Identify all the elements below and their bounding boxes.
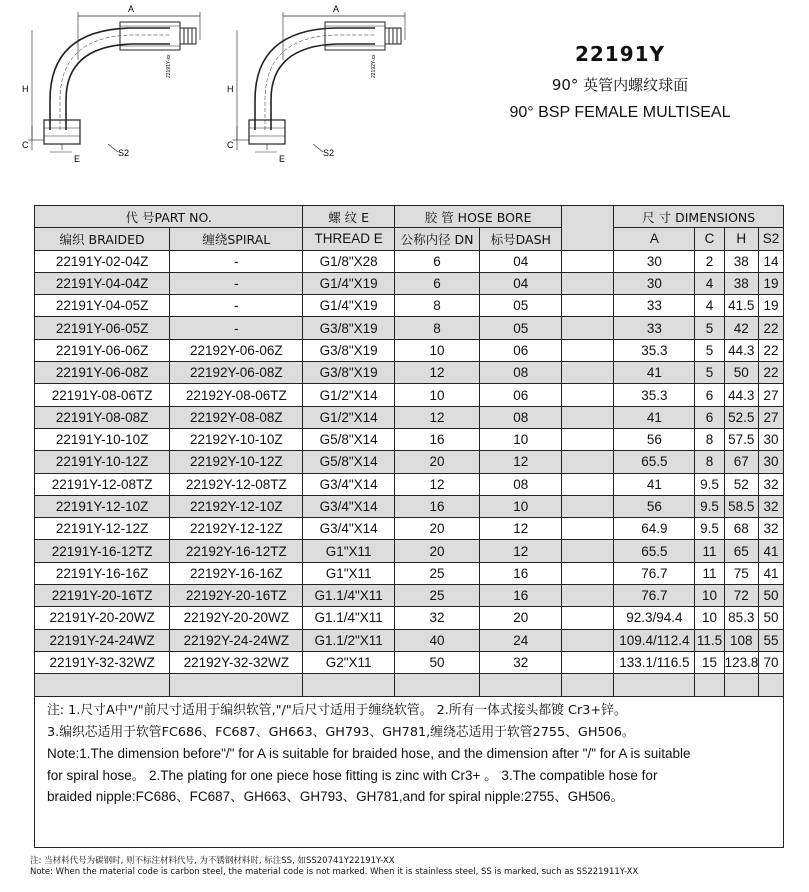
cell-spiral: 22192Y-32-32WZ [170,651,303,673]
cell-h: 44.3 [724,384,758,406]
cell-spiral: 22192Y-08-08Z [170,406,303,428]
header-thread-e: THREAD E [303,228,395,250]
cell-thread: G3/8"X19 [303,339,395,361]
header-dimensions: 尺 寸 DIMENSIONS [614,206,784,228]
cell-s2: 27 [758,406,783,428]
dim-e-label-1: E [74,154,81,164]
cell-braided: 22191Y-10-12Z [35,451,170,473]
table-row [35,362,784,384]
note-en-2: for spiral hose。 2.The plating for one piece hose fitting is zinc with Cr3+ 。 3.The compatible hose for [47,767,658,783]
cell-braided: 22191Y-06-08Z [35,362,170,384]
table-row [35,250,784,272]
cell-h: 57.5 [724,428,758,450]
cell-c: 5 [695,339,724,361]
cell-thread: G1.1/4"X11 [303,607,395,629]
spec-table [34,205,784,697]
dim-c-label-2: C [227,140,234,150]
fitting-mark-1: 22191Y-xx [166,54,172,78]
cell-s2: 50 [758,607,783,629]
cell-h: 65 [724,540,758,562]
dim-s2-label-2: S2 [323,148,335,158]
cell-c: 6 [695,406,724,428]
cell-dash: 05 [480,295,562,317]
drawing-braided [28,12,200,152]
cell-c: 8 [695,451,724,473]
cell-a: 41 [614,406,695,428]
cell-dn: 20 [394,451,479,473]
table-row [35,451,784,473]
header-row-2 [35,228,784,250]
cell-braided: 22191Y-24-24WZ [35,629,170,651]
cell-a: 133.1/116.5 [614,651,695,673]
cell-c: 2 [695,250,724,272]
cell-s2: 22 [758,317,783,339]
cell-thread: G1/4"X19 [303,272,395,294]
cell-c: 9.5 [695,518,724,540]
cell-s2: 22 [758,339,783,361]
cell-a: 33 [614,317,695,339]
cell-thread: G1"X11 [303,562,395,584]
note-cn-1: 注: 1.尺寸A中"/"前尺寸适用于编织软管,"/"后尺寸适用于缠绕软管。 2.所有一体式接头都镀 Cr3+锌。 [47,703,627,718]
cell-braided: 22191Y-08-08Z [35,406,170,428]
cell-s2: 32 [758,495,783,517]
cell-a: 76.7 [614,585,695,607]
cell-dn: 12 [394,406,479,428]
table-row [35,295,784,317]
cell-thread: G3/4"X14 [303,495,395,517]
cell-blank [562,540,614,562]
cell-c: 11 [695,540,724,562]
cell-dash: 12 [480,451,562,473]
cell-dash: 12 [480,518,562,540]
table-row [35,629,784,651]
cell-a: 41 [614,362,695,384]
cell-dn: 20 [394,518,479,540]
cell-dn: 25 [394,585,479,607]
cell-dash: 16 [480,585,562,607]
cell-h: 52.5 [724,406,758,428]
cell-blank [562,272,614,294]
cell-s2: 55 [758,629,783,651]
cell-thread: G3/4"X14 [303,518,395,540]
header-h: H [724,228,758,250]
cell-s2: 14 [758,250,783,272]
cell-a: 76.7 [614,562,695,584]
cell-h: 52 [724,473,758,495]
cell-h: 75 [724,562,758,584]
cell-dn: 6 [394,272,479,294]
cell-braided: 22191Y-16-12TZ [35,540,170,562]
cell-braided: 22191Y-06-06Z [35,339,170,361]
table-row [35,272,784,294]
cell-a: 56 [614,428,695,450]
cell-thread: G5/8"X14 [303,428,395,450]
header-blank [562,206,614,251]
table-row [35,562,784,584]
cell-spiral: 22192Y-16-12TZ [170,540,303,562]
cell-c: 15 [695,651,724,673]
cell-s2: 30 [758,451,783,473]
table-row [35,317,784,339]
cell-dash: 05 [480,317,562,339]
cell-blank [562,629,614,651]
cell-dash: 16 [480,562,562,584]
cell-c: 10 [695,585,724,607]
table-row [35,473,784,495]
part-series-code: 22191Y [574,42,666,66]
cell-h: 42 [724,317,758,339]
cell-spiral: 22192Y-12-12Z [170,518,303,540]
cell-braided: 22191Y-32-32WZ [35,651,170,673]
cell-dn: 16 [394,495,479,517]
header-dn: 公称内径 DN [394,228,479,250]
cell-h: 85.3 [724,607,758,629]
cell-c: 6 [695,384,724,406]
cell-blank [562,562,614,584]
cell-spiral: 22192Y-24-24WZ [170,629,303,651]
cell-braided: 22191Y-20-20WZ [35,607,170,629]
cell-dash: 08 [480,473,562,495]
cell-blank [562,295,614,317]
cell-h: 67 [724,451,758,473]
cell-dash: 04 [480,272,562,294]
cell-h: 58.5 [724,495,758,517]
cell-dn: 25 [394,562,479,584]
cell-blank [562,339,614,361]
cell-blank [562,651,614,673]
cell-spiral: 22192Y-16-16Z [170,562,303,584]
cell-dash: 24 [480,629,562,651]
cell-spiral: 22192Y-08-06TZ [170,384,303,406]
cell-spiral: 22192Y-12-08TZ [170,473,303,495]
cell-s2: 32 [758,518,783,540]
cell-dn: 40 [394,629,479,651]
fitting-drawings [20,0,377,180]
header-thread-cn: 螺 纹 E [303,206,395,228]
cell-dash: 20 [480,607,562,629]
cell-braided: 22191Y-10-10Z [35,428,170,450]
cell-c: 5 [695,317,724,339]
header-s2: S2 [758,228,783,250]
cell-s2: 30 [758,428,783,450]
cell-dn: 6 [394,250,479,272]
cell-s2: 50 [758,585,783,607]
cell-blank [562,495,614,517]
header-dash: 标号DASH [480,228,562,250]
cell-braided: 22191Y-12-10Z [35,495,170,517]
cell-dash: 12 [480,540,562,562]
cell-blank [562,518,614,540]
cell-spiral: 22192Y-20-20WZ [170,607,303,629]
cell-spiral: 22192Y-10-10Z [170,428,303,450]
dim-a-label-1: A [128,4,135,14]
cell-dn: 12 [394,362,479,384]
cell-s2: 41 [758,562,783,584]
cell-thread: G1"X11 [303,540,395,562]
cell-s2: 19 [758,272,783,294]
header-spiral: 缠绕SPIRAL [170,228,303,250]
cell-a: 109.4/112.4 [614,629,695,651]
spec-table-wrap [34,205,784,697]
table-row [35,585,784,607]
cell-thread: G1/2"X14 [303,384,395,406]
cell-a: 56 [614,495,695,517]
cell-dash: 06 [480,339,562,361]
cell-h: 123.8 [724,651,758,673]
cell-spiral: - [170,295,303,317]
table-row [35,540,784,562]
cell-blank [562,384,614,406]
cell-thread: G1/8"X28 [303,250,395,272]
cell-spiral: 22192Y-12-10Z [170,495,303,517]
cell-blank [562,317,614,339]
cell-a: 35.3 [614,339,695,361]
cell-braided: 22191Y-06-05Z [35,317,170,339]
header-braided: 编织 BRAIDED [35,228,170,250]
cell-spiral: 22192Y-06-06Z [170,339,303,361]
cell-a: 30 [614,272,695,294]
cell-a: 35.3 [614,384,695,406]
cell-dash: 10 [480,495,562,517]
cell-a: 41 [614,473,695,495]
cell-h: 68 [724,518,758,540]
cell-s2: 27 [758,384,783,406]
cell-blank [562,428,614,450]
cell-braided: 22191Y-04-04Z [35,272,170,294]
cell-thread: G2"X11 [303,651,395,673]
cell-s2: 19 [758,295,783,317]
header-c: C [695,228,724,250]
cell-thread: G1.1/4"X11 [303,585,395,607]
table-row [35,384,784,406]
dim-e-label-2: E [279,154,286,164]
cell-braided: 22191Y-02-04Z [35,250,170,272]
title-chinese: 90° 英管内螺纹球面 [551,76,689,94]
cell-dn: 12 [394,473,479,495]
cell-braided: 22191Y-16-16Z [35,562,170,584]
cell-blank [562,473,614,495]
drawing-spiral [233,12,405,152]
cell-a: 64.9 [614,518,695,540]
cell-spiral: 22192Y-06-08Z [170,362,303,384]
footnote-cn: 注: 当材料代号为碳钢时, 则不标注材料代号, 为不锈钢材料时, 标注SS, 如SS20741Y22191Y-XX [30,856,395,866]
spec-table-body [35,250,784,696]
cell-s2: 41 [758,540,783,562]
cell-dash: 32 [480,651,562,673]
header-row-1 [35,206,784,228]
cell-spiral: 22192Y-20-16TZ [170,585,303,607]
cell-dn: 10 [394,339,479,361]
cell-s2: 70 [758,651,783,673]
cell-thread: G1/4"X19 [303,295,395,317]
table-row [35,495,784,517]
cell-c: 8 [695,428,724,450]
cell-blank [562,607,614,629]
cell-blank [562,406,614,428]
cell-dn: 50 [394,651,479,673]
cell-h: 50 [724,362,758,384]
cell-dn: 20 [394,540,479,562]
cell-spiral: - [170,250,303,272]
cell-c: 5 [695,362,724,384]
cell-s2: 32 [758,473,783,495]
cell-blank [562,362,614,384]
title-english: 90° BSP FEMALE MULTISEAL [509,104,731,121]
cell-dn: 16 [394,428,479,450]
cell-c: 9.5 [695,473,724,495]
cell-dash: 08 [480,406,562,428]
cell-a: 92.3/94.4 [614,607,695,629]
notes-box [34,690,784,848]
cell-thread: G3/4"X14 [303,473,395,495]
cell-a: 30 [614,250,695,272]
table-row [35,651,784,673]
cell-braided: 22191Y-08-06TZ [35,384,170,406]
cell-h: 38 [724,272,758,294]
note-en-3: braided nipple:FC686、FC687、GH663、GH793、GH781,and for spiral nipple:2755、GH506。 [47,789,625,804]
fitting-drawing-svg [20,0,377,180]
table-row [35,428,784,450]
table-row [35,518,784,540]
note-en-1: Note:1.The dimension before"/" for A is suitable for braided hose, and the dimension after "/" for A is suitable [47,746,691,761]
cell-braided: 22191Y-20-16TZ [35,585,170,607]
cell-braided: 22191Y-12-08TZ [35,473,170,495]
cell-c: 4 [695,272,724,294]
cell-h: 44.3 [724,339,758,361]
cell-a: 33 [614,295,695,317]
cell-blank [562,250,614,272]
cell-thread: G5/8"X14 [303,451,395,473]
cell-dash: 04 [480,250,562,272]
cell-spiral: 22192Y-10-12Z [170,451,303,473]
cell-blank [562,585,614,607]
cell-thread: G3/8"X19 [303,362,395,384]
header-a: A [614,228,695,250]
cell-a: 65.5 [614,540,695,562]
cell-thread: G1.1/2"X11 [303,629,395,651]
cell-h: 38 [724,250,758,272]
dim-s2-label-1: S2 [118,148,130,158]
cell-dn: 10 [394,384,479,406]
dim-h-label-2: H [227,84,234,94]
cell-s2: 22 [758,362,783,384]
cell-braided: 22191Y-12-12Z [35,518,170,540]
dim-c-label-1: C [22,140,29,150]
cell-h: 72 [724,585,758,607]
cell-h: 108 [724,629,758,651]
note-cn-2: 3.编织芯适用于软管FC686、FC687、GH663、GH793、GH781,缠绕芯适用于软管2755、GH506。 [47,724,635,740]
cell-c: 9.5 [695,495,724,517]
header-hose-bore: 胶 管 HOSE BORE [394,206,561,228]
cell-blank [562,451,614,473]
cell-c: 10 [695,607,724,629]
cell-h: 41.5 [724,295,758,317]
cell-spiral: - [170,317,303,339]
cell-dn: 32 [394,607,479,629]
footnote [30,856,638,878]
table-row [35,339,784,361]
fitting-mark-2: 22192Y-xx [371,54,377,78]
cell-c: 11.5 [695,629,724,651]
cell-dn: 8 [394,295,479,317]
cell-spiral: - [170,272,303,294]
dim-h-label-1: H [22,84,29,94]
dim-a-label-2: A [333,4,340,14]
cell-dash: 08 [480,362,562,384]
cell-braided: 22191Y-04-05Z [35,295,170,317]
cell-thread: G3/8"X19 [303,317,395,339]
cell-dash: 10 [480,428,562,450]
footnote-en: Note: When the material code is carbon steel, the material code is not marked. When it is stainless steel, SS is marked, such as SS221911Y-XX [30,867,639,877]
table-row [35,406,784,428]
cell-a: 65.5 [614,451,695,473]
header-part-no: 代 号PART NO. [35,206,303,228]
table-row [35,607,784,629]
cell-c: 4 [695,295,724,317]
cell-dn: 8 [394,317,479,339]
title-block [455,42,785,122]
cell-c: 11 [695,562,724,584]
cell-thread: G1/2"X14 [303,406,395,428]
cell-dash: 06 [480,384,562,406]
